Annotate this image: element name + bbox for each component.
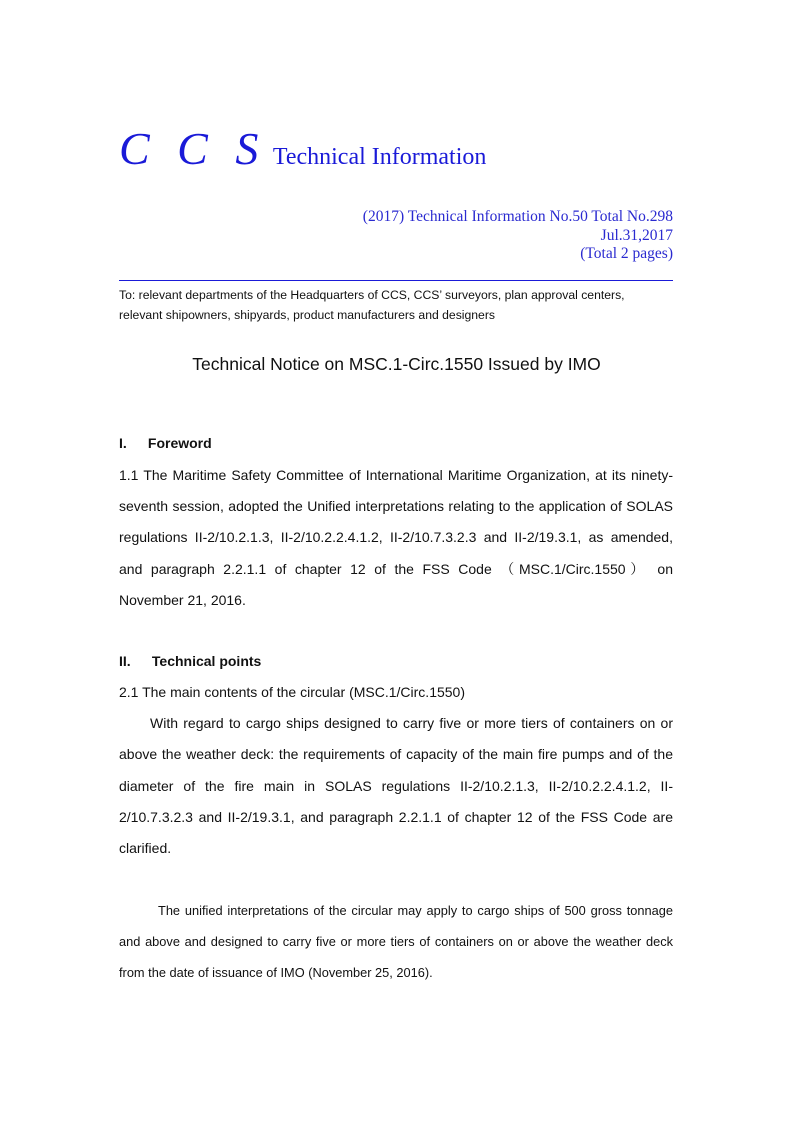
applicability-paragraph: The unified interpretations of the circular may apply to cargo ships of 500 gross tonnage and above and designed to carry five or more tiers of containers on or above the weather deck from the date of issuance of IMO (November 25, 2016).: [119, 903, 673, 981]
section-heading-technical-points: [119, 653, 261, 669]
recipients-line-2: relevant shipowners, shipyards, product manufacturers and designers: [119, 308, 495, 322]
document-title: Technical Notice on MSC.1-Circ.1550 Issued by IMO: [192, 354, 601, 374]
recipients-line-1: To: relevant departments of the Headquarters of CCS, CCS’ surveyors, plan approval centers,: [119, 288, 625, 302]
section-number: I.: [119, 435, 127, 451]
info-line: (2017) Technical Information No.50 Total No.298: [362, 208, 673, 225]
recipients: [119, 285, 679, 325]
issue-date: Jul.31,2017: [600, 226, 673, 244]
header-divider: [119, 280, 673, 281]
document-meta: [363, 208, 673, 264]
section-number: II.: [119, 653, 131, 669]
foreword-paragraph: 1.1 The Maritime Safety Committee of International Maritime Organization, at its ninety-seventh session, adopted the Unified interpretations relating to the application of SOLAS regulations II-2/10.2.1.3, II-2/10.2.2.4.1.2, II-2/10.7.3.2.3 and II-2/19.3.1, as amended, and paragraph 2.2.1.1 of chapter 12 of the FSS Code （MSC.1/Circ.1550） on November 21, 2016.: [119, 467, 673, 608]
foreword-body: [119, 460, 673, 616]
logo-title: Technical Information: [272, 144, 487, 170]
ccs-logo: [119, 122, 486, 175]
technical-points-paragraph: With regard to cargo ships designed to carry five or more tiers of containers on or above the weather deck: the requirements of capacity of the main fire pumps and of the diameter of the fire main in SOLAS regulations II-2/10.2.1.3, II-2/10.2.2.4.1.2, II-2/10.7.3.2.3 and II-2/19.3.1, and paragraph 2.2.1.1 of chapter 12 of the FSS Code are clarified.: [119, 715, 673, 857]
subheading-2-1: 2.1 The main contents of the circular (MSC.1/Circ.1550): [119, 684, 466, 700]
section-heading-foreword: [119, 435, 212, 451]
section-title: Foreword: [147, 435, 212, 451]
page-count: (Total 2 pages): [580, 245, 673, 262]
logo-ccs-letters: C C S: [119, 123, 267, 174]
section-title: Technical points: [151, 653, 262, 669]
technical-points-body: [119, 677, 673, 864]
applicability-body: [119, 895, 673, 989]
